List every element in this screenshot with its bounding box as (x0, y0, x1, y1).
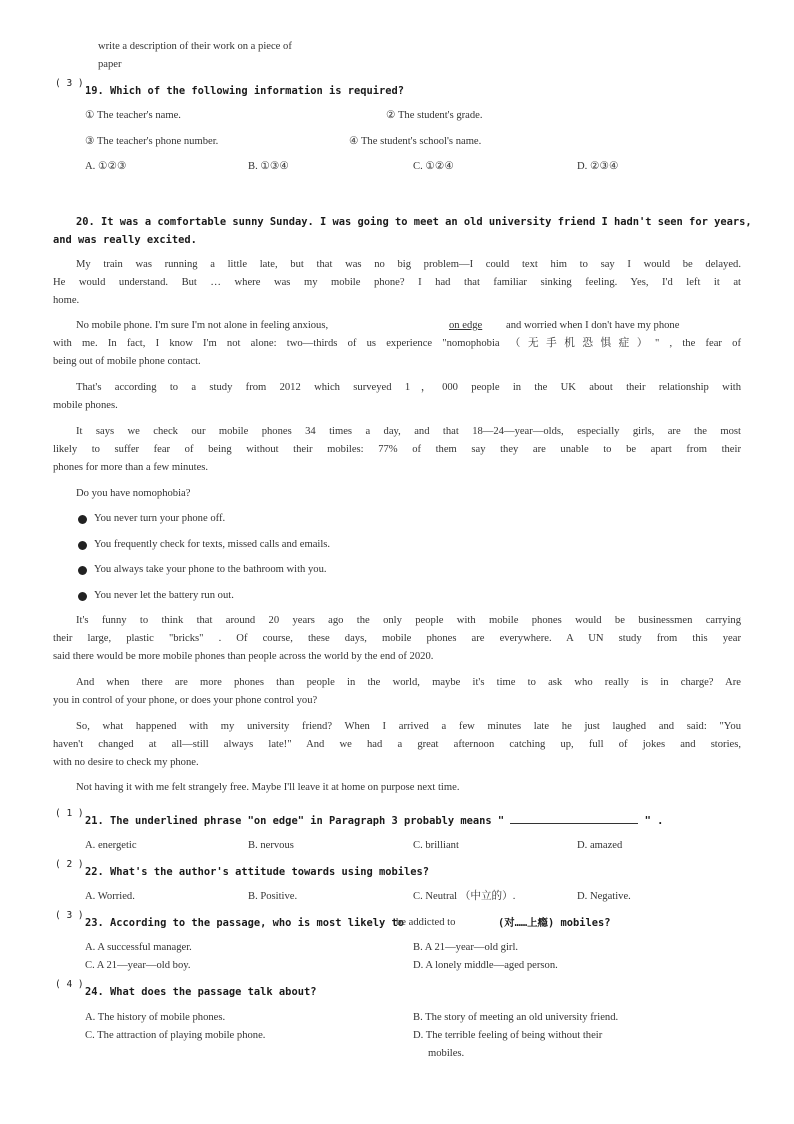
q20-intro-line1: 20. It was a comfortable sunny Sunday. I was going to meet an old university friend I hadn't seen for years, (76, 216, 752, 228)
q19-option-d[interactable]: D. ②③④ (577, 161, 619, 172)
passage-p5: Do you have nomophobia? (76, 488, 191, 499)
q19-item-4: ④ The student's school's name. (349, 136, 482, 147)
q20-intro-line2: and was really excited. (53, 234, 197, 246)
bullet-dot (78, 566, 87, 575)
q23-sub-number: ( 3 ) (55, 910, 84, 921)
passage-p4-line1: It says we check our mobile phones 34 times a day, and that 18—24—year—olds, especially girls, are the most (76, 426, 741, 437)
q19-item-2: ② The student's grade. (386, 110, 483, 121)
passage-p3-line1: That's according to a study from 2012 which surveyed 1，000 people in the UK about their relationship with (76, 382, 741, 393)
q22-option-c[interactable]: C. Neutral （中立的）. (413, 891, 516, 902)
q22-option-a[interactable]: A. Worried. (85, 891, 135, 902)
q21-option-c[interactable]: C. brilliant (413, 840, 459, 851)
q22-stem: 22. What's the author's attitude towards using mobiles? (85, 866, 430, 878)
bullet-item-4: You never let the battery run out. (94, 590, 234, 601)
passage-p3-line2: mobile phones. (53, 400, 118, 411)
q23-option-c[interactable]: C. A 21—year—old boy. (85, 960, 191, 971)
bullet-item-2: You frequently check for texts, missed calls and emails. (94, 539, 331, 550)
q19-stem: 19. Which of the following information is required? (85, 85, 405, 97)
passage-p9: Not having it with me felt strangely free. Maybe I'll leave it at home on purpose next time. (76, 782, 460, 793)
q19-option-b[interactable]: B. ①③④ (248, 161, 289, 172)
q24-option-d-continued: mobiles. (428, 1048, 465, 1059)
underlined-phrase-on-edge: on edge (449, 320, 483, 331)
q21-option-d[interactable]: D. amazed (577, 840, 623, 851)
q21-stem-end: " . (638, 815, 664, 827)
q23-option-d[interactable]: D. A lonely middle—aged person. (413, 960, 558, 971)
q24-option-c[interactable]: C. The attraction of playing mobile phone. (85, 1030, 266, 1041)
q21-answer-blank[interactable] (510, 813, 638, 824)
passage-p8-line2: haven't changed at all—still always late!" And we had a great afternoon catching up, full of jokes and stories, (53, 739, 741, 750)
q24-option-d[interactable]: D. The terrible feeling of being without their (413, 1030, 603, 1041)
q19-item-1: ① The teacher's name. (85, 110, 181, 121)
passage-p6-line2: their large, plastic "bricks" . Of course, these days, mobile phones are everywhere. A UN study from this year (53, 633, 741, 644)
bullet-dot (78, 592, 87, 601)
passage-p1-line3: home. (53, 295, 80, 306)
q24-option-a[interactable]: A. The history of mobile phones. (85, 1012, 226, 1023)
passage-p2-line1b: and worried when I don't have my phone (506, 320, 680, 331)
q23-stem-c: (对……上瘾) mobiles? (498, 917, 611, 929)
q19-option-c[interactable]: C. ①②④ (413, 161, 454, 172)
q22-option-d[interactable]: D. Negative. (577, 891, 631, 902)
bullet-dot (78, 515, 87, 524)
q19-intro-line1: write a description of their work on a piece of (98, 41, 292, 52)
passage-p2-line2: with me. In fact, I know I'm not alone: two—thirds of us experience "nomophobia （无手机恐惧症）" , the fear of (53, 338, 741, 349)
q24-option-b[interactable]: B. The story of meeting an old university friend. (413, 1012, 619, 1023)
q23-stem-b: be addicted to (396, 917, 456, 928)
passage-p6-line1: It's funny to think that around 20 years ago the only people with mobile phones would be businessmen carrying (76, 615, 741, 626)
passage-p8-line3: with no desire to check my phone. (53, 757, 199, 768)
q19-item-3: ③ The teacher's phone number. (85, 136, 219, 147)
passage-p1-line1: My train was running a little late, but that was no big problem—I could text him to say I would be delayed. (76, 259, 741, 270)
passage-p6-line3: said there would be more mobile phones than people across the world by the end of 2020. (53, 651, 434, 662)
passage-p4-line2: likely to suffer fear of being without their mobiles: 77% of them say they are unable to be apart from their (53, 444, 741, 455)
bullet-item-1: You never turn your phone off. (94, 513, 226, 524)
passage-p2-line3: being out of mobile phone contact. (53, 356, 201, 367)
q19-sub-number: ( 3 ) (55, 78, 84, 89)
q21-option-a[interactable]: A. energetic (85, 840, 137, 851)
q21-sub-number: ( 1 ) (55, 808, 84, 819)
passage-p8-line1: So, what happened with my university friend? When I arrived a few minutes late he just laughed and said: "You (76, 721, 741, 732)
q21-option-b[interactable]: B. nervous (248, 840, 294, 851)
passage-p7-line2: you in control of your phone, or does your phone control you? (53, 695, 318, 706)
q19-option-a[interactable]: A. ①②③ (85, 161, 127, 172)
q21-stem (85, 812, 663, 830)
q24-stem: 24. What does the passage talk about? (85, 986, 317, 998)
passage-p7-line1: And when there are more phones than people in the world, maybe it's time to ask who really is in charge? Are (76, 677, 741, 688)
q19-intro-line2: paper (98, 59, 122, 70)
q22-sub-number: ( 2 ) (55, 859, 84, 870)
passage-p4-line3: phones for more than a few minutes. (53, 462, 209, 473)
q22-option-b[interactable]: B. Positive. (248, 891, 298, 902)
bullet-dot (78, 541, 87, 550)
q21-stem-text: 21. The underlined phrase "on edge" in Paragraph 3 probably means " (85, 815, 511, 827)
passage-p1-line2: He would understand. But … where was my mobile phone? I had that familiar sinking feeling. Yes, I'd left it at (53, 277, 741, 288)
passage-p2-line1a: No mobile phone. I'm sure I'm not alone in feeling anxious, (76, 320, 329, 331)
bullet-item-3: You always take your phone to the bathroom with you. (94, 564, 327, 575)
q23-option-b[interactable]: B. A 21—year—old girl. (413, 942, 519, 953)
q24-sub-number: ( 4 ) (55, 979, 84, 990)
q23-stem-a: 23. According to the passage, who is most likely to (85, 917, 405, 929)
q23-option-a[interactable]: A. A successful manager. (85, 942, 192, 953)
